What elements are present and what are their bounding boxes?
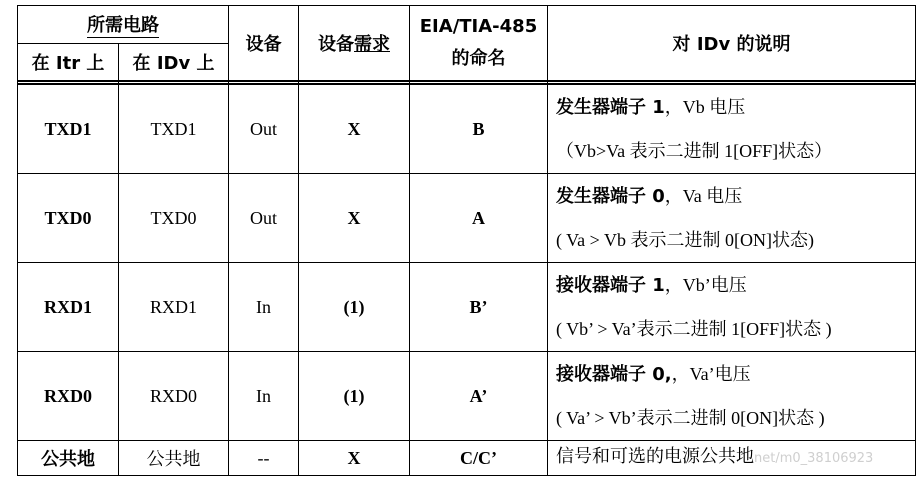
header-on-idv: 在 IDv 上	[119, 44, 229, 82]
eia-cell: B’	[410, 263, 548, 352]
eia-cell: B	[410, 84, 548, 174]
requirement-cell: (1)	[299, 352, 410, 441]
table-row	[18, 84, 916, 174]
header-on-itr: 在 Itr 上	[18, 44, 119, 82]
device-cell: In	[229, 263, 299, 352]
itr-cell: RXD0	[18, 352, 119, 441]
itr-cell: 公共地	[18, 441, 119, 476]
signal-spec-table	[17, 5, 916, 476]
description-cell: 发生器端子 0，Va 电压 ( Va > Vb 表示二进制 0[ON]状态)	[548, 174, 916, 263]
description-cell: 发生器端子 1，Vb 电压 （Vb>Va 表示二进制 1[OFF]状态）	[548, 84, 916, 174]
description-cell: 接收器端子 0,，Va’电压 ( Va’ > Vb’表示二进制 0[ON]状态 )	[548, 352, 916, 441]
table-row	[18, 174, 916, 263]
eia-cell: C/C’	[410, 441, 548, 476]
eia-cell: A	[410, 174, 548, 263]
header-device-requirement: 设备需求	[299, 6, 410, 82]
itr-cell: RXD1	[18, 263, 119, 352]
idv-cell: TXD1	[119, 84, 229, 174]
device-cell: --	[229, 441, 299, 476]
requirement-cell: X	[299, 174, 410, 263]
header-circuit-group: 所需电路	[18, 6, 229, 44]
idv-cell: RXD0	[119, 352, 229, 441]
requirement-cell: X	[299, 441, 410, 476]
requirement-cell: X	[299, 84, 410, 174]
header-idv-description: 对 IDv 的说明	[548, 6, 916, 82]
itr-cell: TXD1	[18, 84, 119, 174]
table-row	[18, 352, 916, 441]
table-row	[18, 441, 916, 476]
eia-cell: A’	[410, 352, 548, 441]
idv-cell: TXD0	[119, 174, 229, 263]
device-cell: Out	[229, 174, 299, 263]
description-cell: 接收器端子 1，Vb’电压 ( Vb’ > Va’表示二进制 1[OFF]状态 )	[548, 263, 916, 352]
requirement-cell: (1)	[299, 263, 410, 352]
header-eia-name: EIA/TIA-485 的命名	[410, 6, 548, 82]
device-cell: Out	[229, 84, 299, 174]
idv-cell: 公共地	[119, 441, 229, 476]
description-cell: 信号和可选的电源公共地net/m0_38106923	[548, 441, 916, 476]
idv-cell: RXD1	[119, 263, 229, 352]
itr-cell: TXD0	[18, 174, 119, 263]
watermark: net/m0_38106923	[754, 451, 874, 466]
header-device: 设备	[229, 6, 299, 82]
table-row	[18, 263, 916, 352]
device-cell: In	[229, 352, 299, 441]
